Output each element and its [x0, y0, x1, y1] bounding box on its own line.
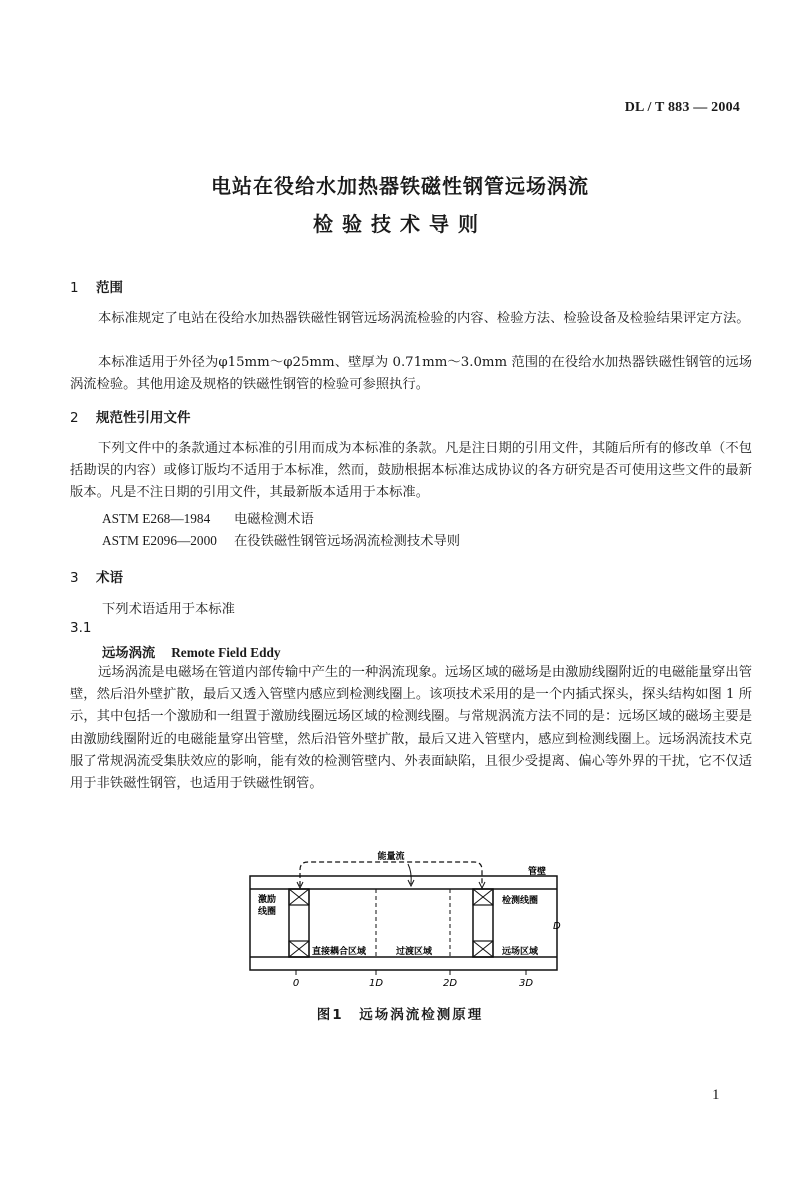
- references-paragraph: 下列文件中的条款通过本标准的引用而成为本标准的条款。凡是注日期的引用文件，其随后所有的修改单（不包括勘误的内容）或修订版均不适用于本标准，然而，鼓励根据本标准达成协议的各方研究是否可使用这些文件的最新版本。凡是不注日期的引用文件，其最新版本适用于本标准。: [70, 441, 752, 501]
- term-chinese: 远场涡流: [102, 646, 156, 661]
- document-subtitle: 检验技术导则: [313, 212, 487, 236]
- section-title: 范围: [96, 280, 123, 296]
- energy-flow-path: [300, 862, 482, 886]
- reference-title: 在役铁磁性钢管远场涡流检测技术导则: [234, 534, 461, 549]
- section-number: 1: [70, 280, 79, 296]
- reference-title: 电磁检测术语: [234, 512, 314, 527]
- reference-code: ASTM E268—1984: [102, 511, 211, 526]
- label-remote-field-zone: 远场区域: [502, 947, 539, 957]
- label-transition-zone: 过渡区域: [396, 947, 433, 957]
- label-excitation-coil-1: 激励: [258, 895, 277, 905]
- page-number: 1: [712, 1087, 720, 1103]
- label-pipe-wall: 管壁: [528, 867, 547, 877]
- subsection-number: 3.1: [70, 620, 92, 636]
- terms-intro: 下列术语适用于本标准: [102, 602, 235, 617]
- tick-label: 0: [292, 978, 300, 989]
- section-number: 3: [70, 570, 79, 586]
- detection-coil-icon: [473, 889, 493, 957]
- label-energy-flow: 能量流: [377, 852, 405, 862]
- scope-paragraph-2: 本标准适用于外径为φ15mm～φ25mm、壁厚为 0.71mm～3.0mm 范围的在役给水加热器铁磁性钢管的远场涡流检验。其他用途及规格的铁磁性钢管的检验可参照执行。: [70, 355, 752, 393]
- label-excitation-coil-2: 线圈: [258, 907, 277, 917]
- section-number: 2: [70, 410, 79, 426]
- section-title: 规范性引用文件: [96, 410, 191, 426]
- tick-label: 3D: [518, 978, 534, 989]
- label-diameter: D: [553, 921, 561, 932]
- excitation-coil-icon: [289, 889, 309, 957]
- term-english: Remote Field Eddy: [171, 645, 281, 660]
- standard-code: DL / T 883 — 2004: [624, 100, 740, 115]
- document-title: 电站在役给水加热器铁磁性钢管远场涡流: [211, 174, 589, 198]
- label-detection-coil: 检测线圈: [502, 896, 539, 906]
- tick-label: 1D: [368, 978, 384, 989]
- label-direct-coupling-zone: 直接耦合区域: [312, 947, 367, 957]
- tick-label: 2D: [442, 978, 458, 989]
- scope-paragraph-1: 本标准规定了电站在役给水加热器铁磁性钢管远场涡流检验的内容、检验方法、检验设备及检验结果评定方法。: [98, 311, 750, 326]
- reference-code: ASTM E2096—2000: [102, 533, 217, 548]
- section-title: 术语: [96, 570, 123, 586]
- figure-caption: 图1 远场涡流检测原理: [316, 1007, 484, 1023]
- term-definition: 远场涡流是电磁场在管道内部传输中产生的一种涡流现象。远场区域的磁场是由激励线圈附近的电磁能量穿出管壁，然后沿外壁扩散，最后又透入管壁内感应到检测线圈上。该项技术采用的是一个内插式探头，探头结构如图 1 所示，其中包括一个激励和一组置于激励线圈远场区域的检测线圈。与常规涡流方法不同的是：远场区域的磁场主要是由激励线圈附近的电磁能量穿出管壁，然后沿管外壁扩散，最后又进入管壁内，感应到检测线圈上。远场涡流技术克服了常规涡流受集肤效应的影响，能有效的检测管壁内、外表面缺陷，且很少受提离、偏心等外界的干扰，它不仅适用于非铁磁性钢管，也适用于铁磁性钢管。: [70, 665, 752, 792]
